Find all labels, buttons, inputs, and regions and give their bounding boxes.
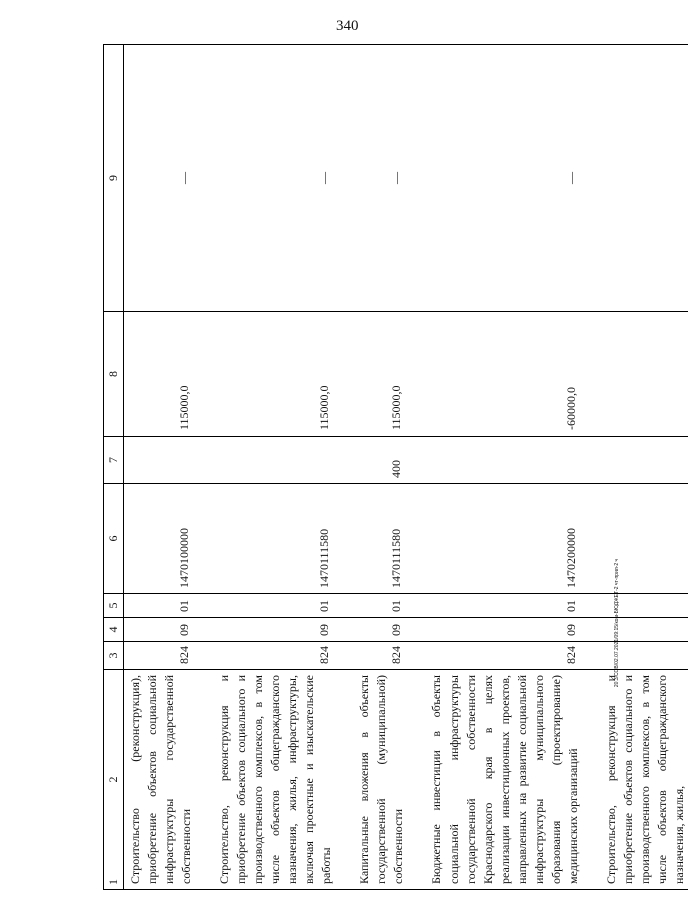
row-ved: 824 [425,642,581,670]
row-csr: 1470100000 [124,484,196,594]
row-spacer [582,45,600,890]
row-dash: — [353,45,407,312]
table-row [353,45,407,890]
header-col-2-label: 2 [106,776,120,783]
row-rz: 09 [425,618,581,642]
row-spacer [335,45,353,890]
row-ved: 824 [124,642,196,670]
row-pr: 01 [124,594,196,618]
table-row [124,45,196,890]
row-name: Строительство, реконструкция и приобретение объектов социального и производственного комплексов, в том числе объектов общегражданского назначения, жилья, инфраструктуры, включая проектные и изыскательские работы [213,670,335,890]
table-row [213,45,335,890]
row-ved [600,642,688,670]
row-spacer [195,45,213,890]
row-csr [600,484,688,594]
row-pr: 01 [213,594,335,618]
row-csr: 1470111580 [213,484,335,594]
header-col-7: 7 [104,437,124,484]
header-col-9: 9 [104,45,124,312]
header-col-3: 3 [104,642,124,670]
budget-table [103,44,688,890]
row-rz [600,618,688,642]
row-amount: 115000,0 [353,312,407,437]
row-rz: 09 [213,618,335,642]
row-vr: 400 [353,437,407,484]
header-col-6: 6 [104,484,124,594]
header-col-4: 4 [104,618,124,642]
row-dash: — [425,45,581,312]
header-col-5: 5 [104,594,124,618]
row-dash [600,45,688,312]
row-pr: 01 [353,594,407,618]
row-amount [600,312,688,437]
row-rz: 09 [353,618,407,642]
row-vr [600,437,688,484]
page-number: 340 [336,18,359,34]
row-rz: 09 [124,618,196,642]
row-csr: 1470111580 [353,484,407,594]
row-amount: 115000,0 [124,312,196,437]
row-amount: -60000,0 [425,312,581,437]
row-pr: 01 [425,594,581,618]
row-vr [124,437,196,484]
row-amount: 115000,0 [213,312,335,437]
row-name: Строительство (реконструкция), приобретение объектов социальной инфраструктуры государственной собственности [124,670,196,890]
header-col-2 [104,670,124,890]
table-row [600,45,688,890]
row-vr [425,437,581,484]
row-name: Капитальные вложения в объекты государственной (муниципальной) собственности [353,670,407,890]
header-col-1: 1 [106,879,120,885]
row-csr: 1470200000 [425,484,581,594]
table-row [425,45,581,890]
row-dash: — [213,45,335,312]
row-ved: 824 [213,642,335,670]
row-ved: 824 [353,642,407,670]
header-row [104,45,124,890]
row-vr [213,437,335,484]
row-name: Строительство, реконструкция и приобретение объектов социального и производственного комплексов, в том числе объектов общегражданского назначения, жилья, [600,670,688,890]
row-spacer [407,45,425,890]
row-name: Бюджетные инвестиции в объекты социальной инфраструктуры государственной собственности Краснодарского края в целях реализации инвестиционных проектов, направленных на развитие социальной инфраструктуры муниципального образования (проектирование) медицинских организаций [425,670,581,890]
side-stamp-text: 20.3/СОВ/02.07.2021/09:15/ком-БЮДЖЕТ-2 чт-прил-2 ч [614,558,620,688]
header-col-8: 8 [104,312,124,437]
row-pr [600,594,688,618]
row-dash: — [124,45,196,312]
